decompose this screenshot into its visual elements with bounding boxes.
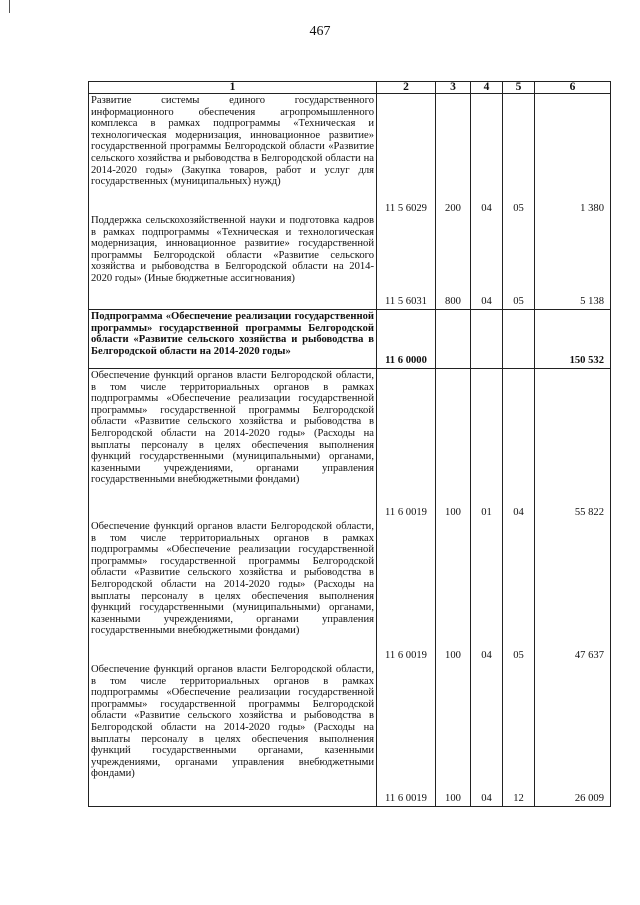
header-row [89,82,611,94]
subsection-cell [503,369,535,807]
entry-vr: 200 [445,203,461,215]
expense-type-cell [436,310,471,369]
subsection-cell [503,310,535,369]
entry-vr: 800 [445,296,461,308]
expense-type-cell [436,94,471,310]
entry-pr: 04 [513,507,524,519]
header-cell: 1 [89,82,377,94]
amount-cell [535,94,611,310]
entry-vr: 100 [445,793,461,805]
section-cell [471,94,503,310]
entry-text: Обеспечение функций органов власти Белгородской области, в том числе территориальных органов в рамках подпрограммы «Обеспечение реализации государственной программы» государственной программы Белгородской области «Развитие сельского хозяйства и рыбоводства в Белгородской области на 2014-2020 годы» (Расходы на выплаты персоналу в целях обеспечения выполнения функций государственными (муниципальными) органами, казенными учреждениями, органами управления государственными внебюджетными фондами) [91,370,374,486]
budget-table [88,81,611,807]
entry-vr: 100 [445,650,461,662]
entry-amount: 47 637 [574,650,604,662]
amount-cell [535,369,611,807]
expense-type-cell [436,369,471,807]
page-number: 467 [309,24,331,39]
amount-cell: 150 532 [535,310,611,369]
entry-pr: 05 [513,203,524,215]
entry-amount: 26 009 [574,793,604,805]
code-cell [377,369,436,807]
entry-rz: 04 [481,793,492,805]
entry-text: Обеспечение функций органов власти Белгородской области, в том числе территориальных органов в рамках подпрограммы «Обеспечение реализации государственной программы» государственной программы Белгородской области «Развитие сельского хозяйства и рыбоводства в Белгородской области на 2014-2020 годы» (Расходы на выплаты персоналу в целях обеспечения выполнения функций государственными органами, казенными учреждениями, органами управления внебюджетными фондами) [91,664,374,780]
entry-text: Подпрограмма «Обеспечение реализации государственной программы» государственной программы Белгородской области «Развитие сельского хозяйства и рыбоводства в Белгородской области на 2014-2020 годы» [91,311,374,357]
entry-rz: 04 [481,203,492,215]
entry-text: Развитие системы единого государственного информационного обеспечения агропромышленного комплекса в рамках подпрограммы «Техническая и технологическая модернизация, инновационное развитие» государственной программы Белгородской области «Развитие сельского хозяйства и рыбоводства в Белгородской области на 2014-2020 годы» (Закупка товаров, работ и услуг для государственных (муниципальных) нужд) [91,95,374,188]
entry-amount: 5 138 [580,296,604,308]
entry-rz: 04 [481,296,492,308]
entry-pr: 12 [513,793,524,805]
header-cell: 3 [436,82,471,94]
row-description [89,310,377,369]
entry-text: Обеспечение функций органов власти Белгородской области, в том числе территориальных органов в рамках подпрограммы «Обеспечение реализации государственной программы» государственной программы Белгородской области «Развитие сельского хозяйства и рыбоводства в Белгородской области на 2014-2020 годы» (Расходы на выплаты персоналу в целях обеспечения выполнения функций государственными (муниципальными) органами, казенными учреждениями, органами управления государственными внебюджетными фондами) [91,521,374,637]
entry-code: 11 6 0019 [385,650,427,662]
entry-vr: 100 [445,507,461,519]
entry-code: 11 5 6031 [385,296,427,308]
entry-code: 11 6 0019 [385,793,427,805]
entry-pr: 05 [513,650,524,662]
entry-amount: 1 380 [580,203,604,215]
table-row [89,369,611,807]
entry-rz: 04 [481,650,492,662]
header-cell: 4 [471,82,503,94]
entry-code: 11 5 6029 [385,203,427,215]
row-description [89,369,377,807]
entry-rz: 01 [481,507,492,519]
entry-amount: 55 822 [574,507,604,519]
entry-pr: 05 [513,296,524,308]
entry-text: Поддержка сельскохозяйственной науки и подготовка кадров в рамках подпрограммы «Техническая и технологическая модернизация, инновационное развитие» государственной программы Белгородской области «Развитие сельского хозяйства и рыбоводства в Белгородской области на 2014-2020 годы» (Иные бюджетные ассигнования) [91,215,374,284]
section-cell [471,310,503,369]
table-row [89,94,611,310]
entry-code: 11 6 0019 [385,507,427,519]
subsection-cell [503,94,535,310]
table-row [89,310,611,369]
header-cell: 5 [503,82,535,94]
header-cell: 2 [377,82,436,94]
scan-edge-mark [9,0,10,13]
section-cell [471,369,503,807]
code-cell: 11 6 0000 [377,310,436,369]
row-description [89,94,377,310]
code-cell [377,94,436,310]
header-cell: 6 [535,82,611,94]
